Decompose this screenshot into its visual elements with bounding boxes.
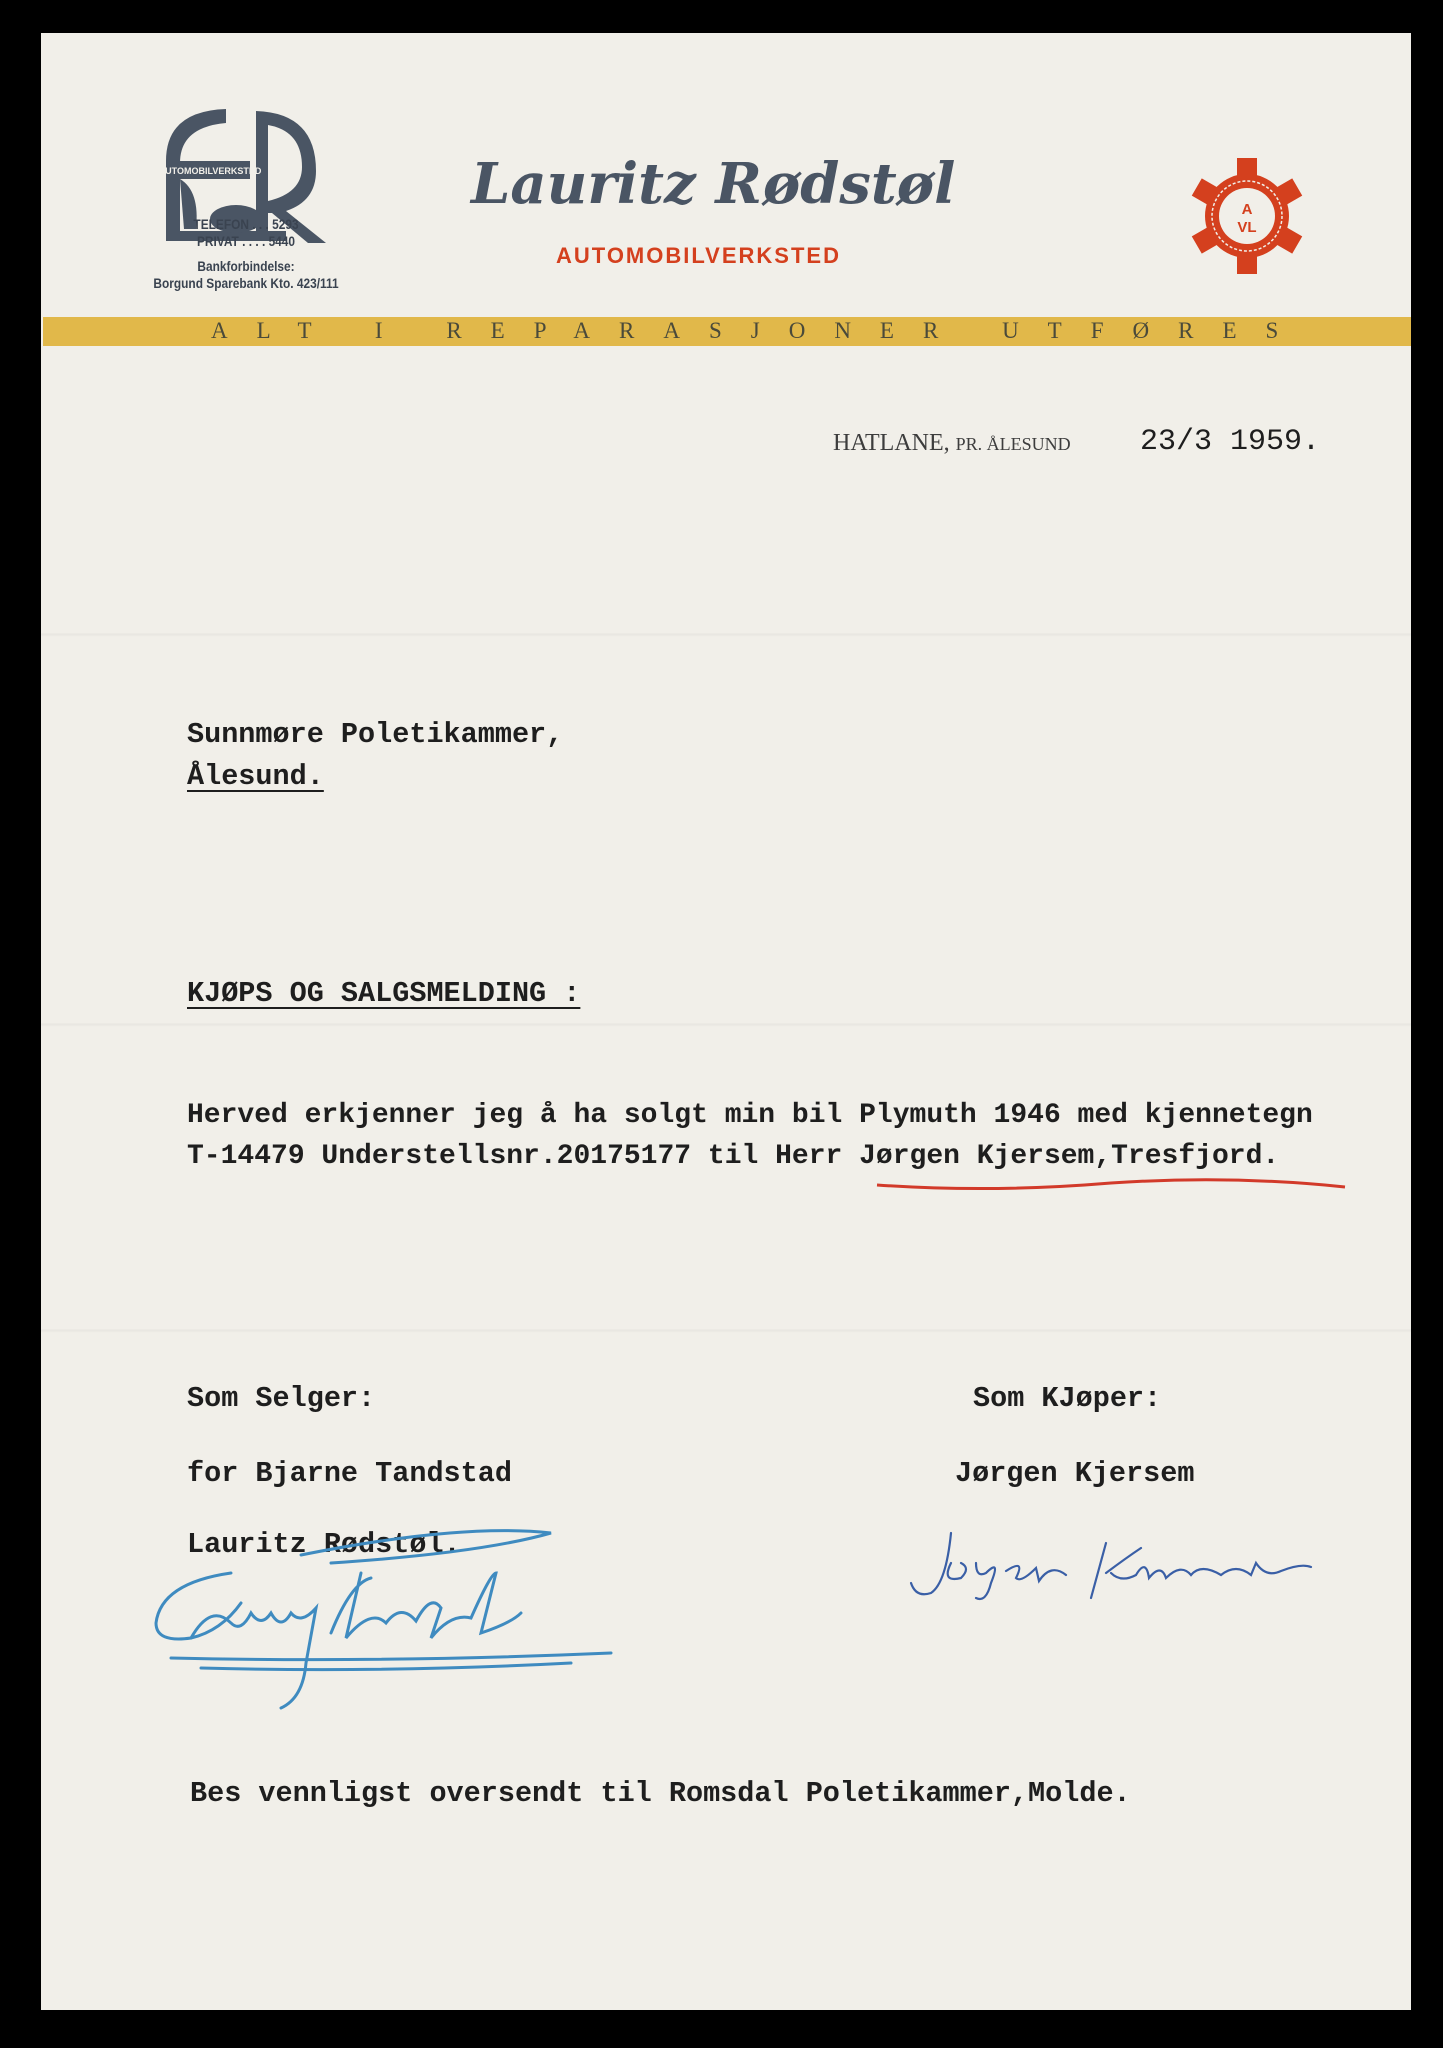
bank-info bbox=[114, 258, 378, 292]
buyer-name: Jørgen Kjersem bbox=[955, 1457, 1195, 1490]
body-line2-text: T-14479 Understellsnr.20175177 til Herr bbox=[187, 1141, 860, 1172]
recipient-line2: Ålesund. bbox=[187, 760, 324, 793]
recipient-line1: Sunnmøre Poletikammer, bbox=[187, 718, 564, 751]
letter-page bbox=[41, 33, 1411, 2010]
seller-label: Som Selger: bbox=[187, 1382, 376, 1415]
motto: ALT I REPARASJONER UTFØRES bbox=[211, 318, 1308, 343]
place-postal: PR. ÅLESUND bbox=[955, 434, 1071, 454]
seller-signature bbox=[131, 1513, 631, 1723]
private-number: PRIVAT . . . . 5440 bbox=[196, 233, 296, 249]
company-name: Lauritz Rødstøl bbox=[471, 151, 956, 217]
body-line1: Herved erkjenner jeg å ha solgt min bil Plymuth 1946 med kjennetegn bbox=[187, 1100, 1313, 1131]
buyer-label: Som KJøper: bbox=[973, 1382, 1162, 1415]
body-line2 bbox=[187, 1141, 1279, 1172]
logo-text: AUTOMOBILVERKSTED bbox=[158, 166, 262, 176]
place-name: HATLANE, bbox=[833, 430, 950, 456]
letter-date: 23/3 1959. bbox=[1140, 425, 1321, 459]
phone-numbers bbox=[157, 216, 336, 250]
letterhead-place bbox=[833, 430, 1071, 457]
footer-note: Bes vennligst oversendt til Romsdal Poletikammer,Molde. bbox=[190, 1777, 1131, 1810]
svg-text:VL: VL bbox=[1237, 219, 1257, 236]
bank-label: Bankforbindelse: bbox=[197, 258, 295, 274]
subject-heading: KJØPS OG SALGSMELDING : bbox=[187, 977, 581, 1010]
bank-account: Borgund Sparebank Kto. 423/111 bbox=[153, 275, 339, 291]
phone-number: TELEFON . . . 5293 bbox=[193, 216, 299, 232]
company-type: AUTOMOBILVERKSTED bbox=[556, 243, 841, 268]
emblem-gear-logo bbox=[1189, 158, 1305, 274]
buyer-signature bbox=[891, 1503, 1351, 1613]
seller-name: Lauritz Rødstøl. bbox=[187, 1528, 461, 1561]
svg-text:A: A bbox=[1241, 201, 1253, 218]
buyer-reference: Jørgen Kjersem,Tresfjord. bbox=[859, 1141, 1280, 1172]
red-underline-mark bbox=[871, 1171, 1351, 1201]
seller-for: for Bjarne Tandstad bbox=[187, 1457, 512, 1490]
